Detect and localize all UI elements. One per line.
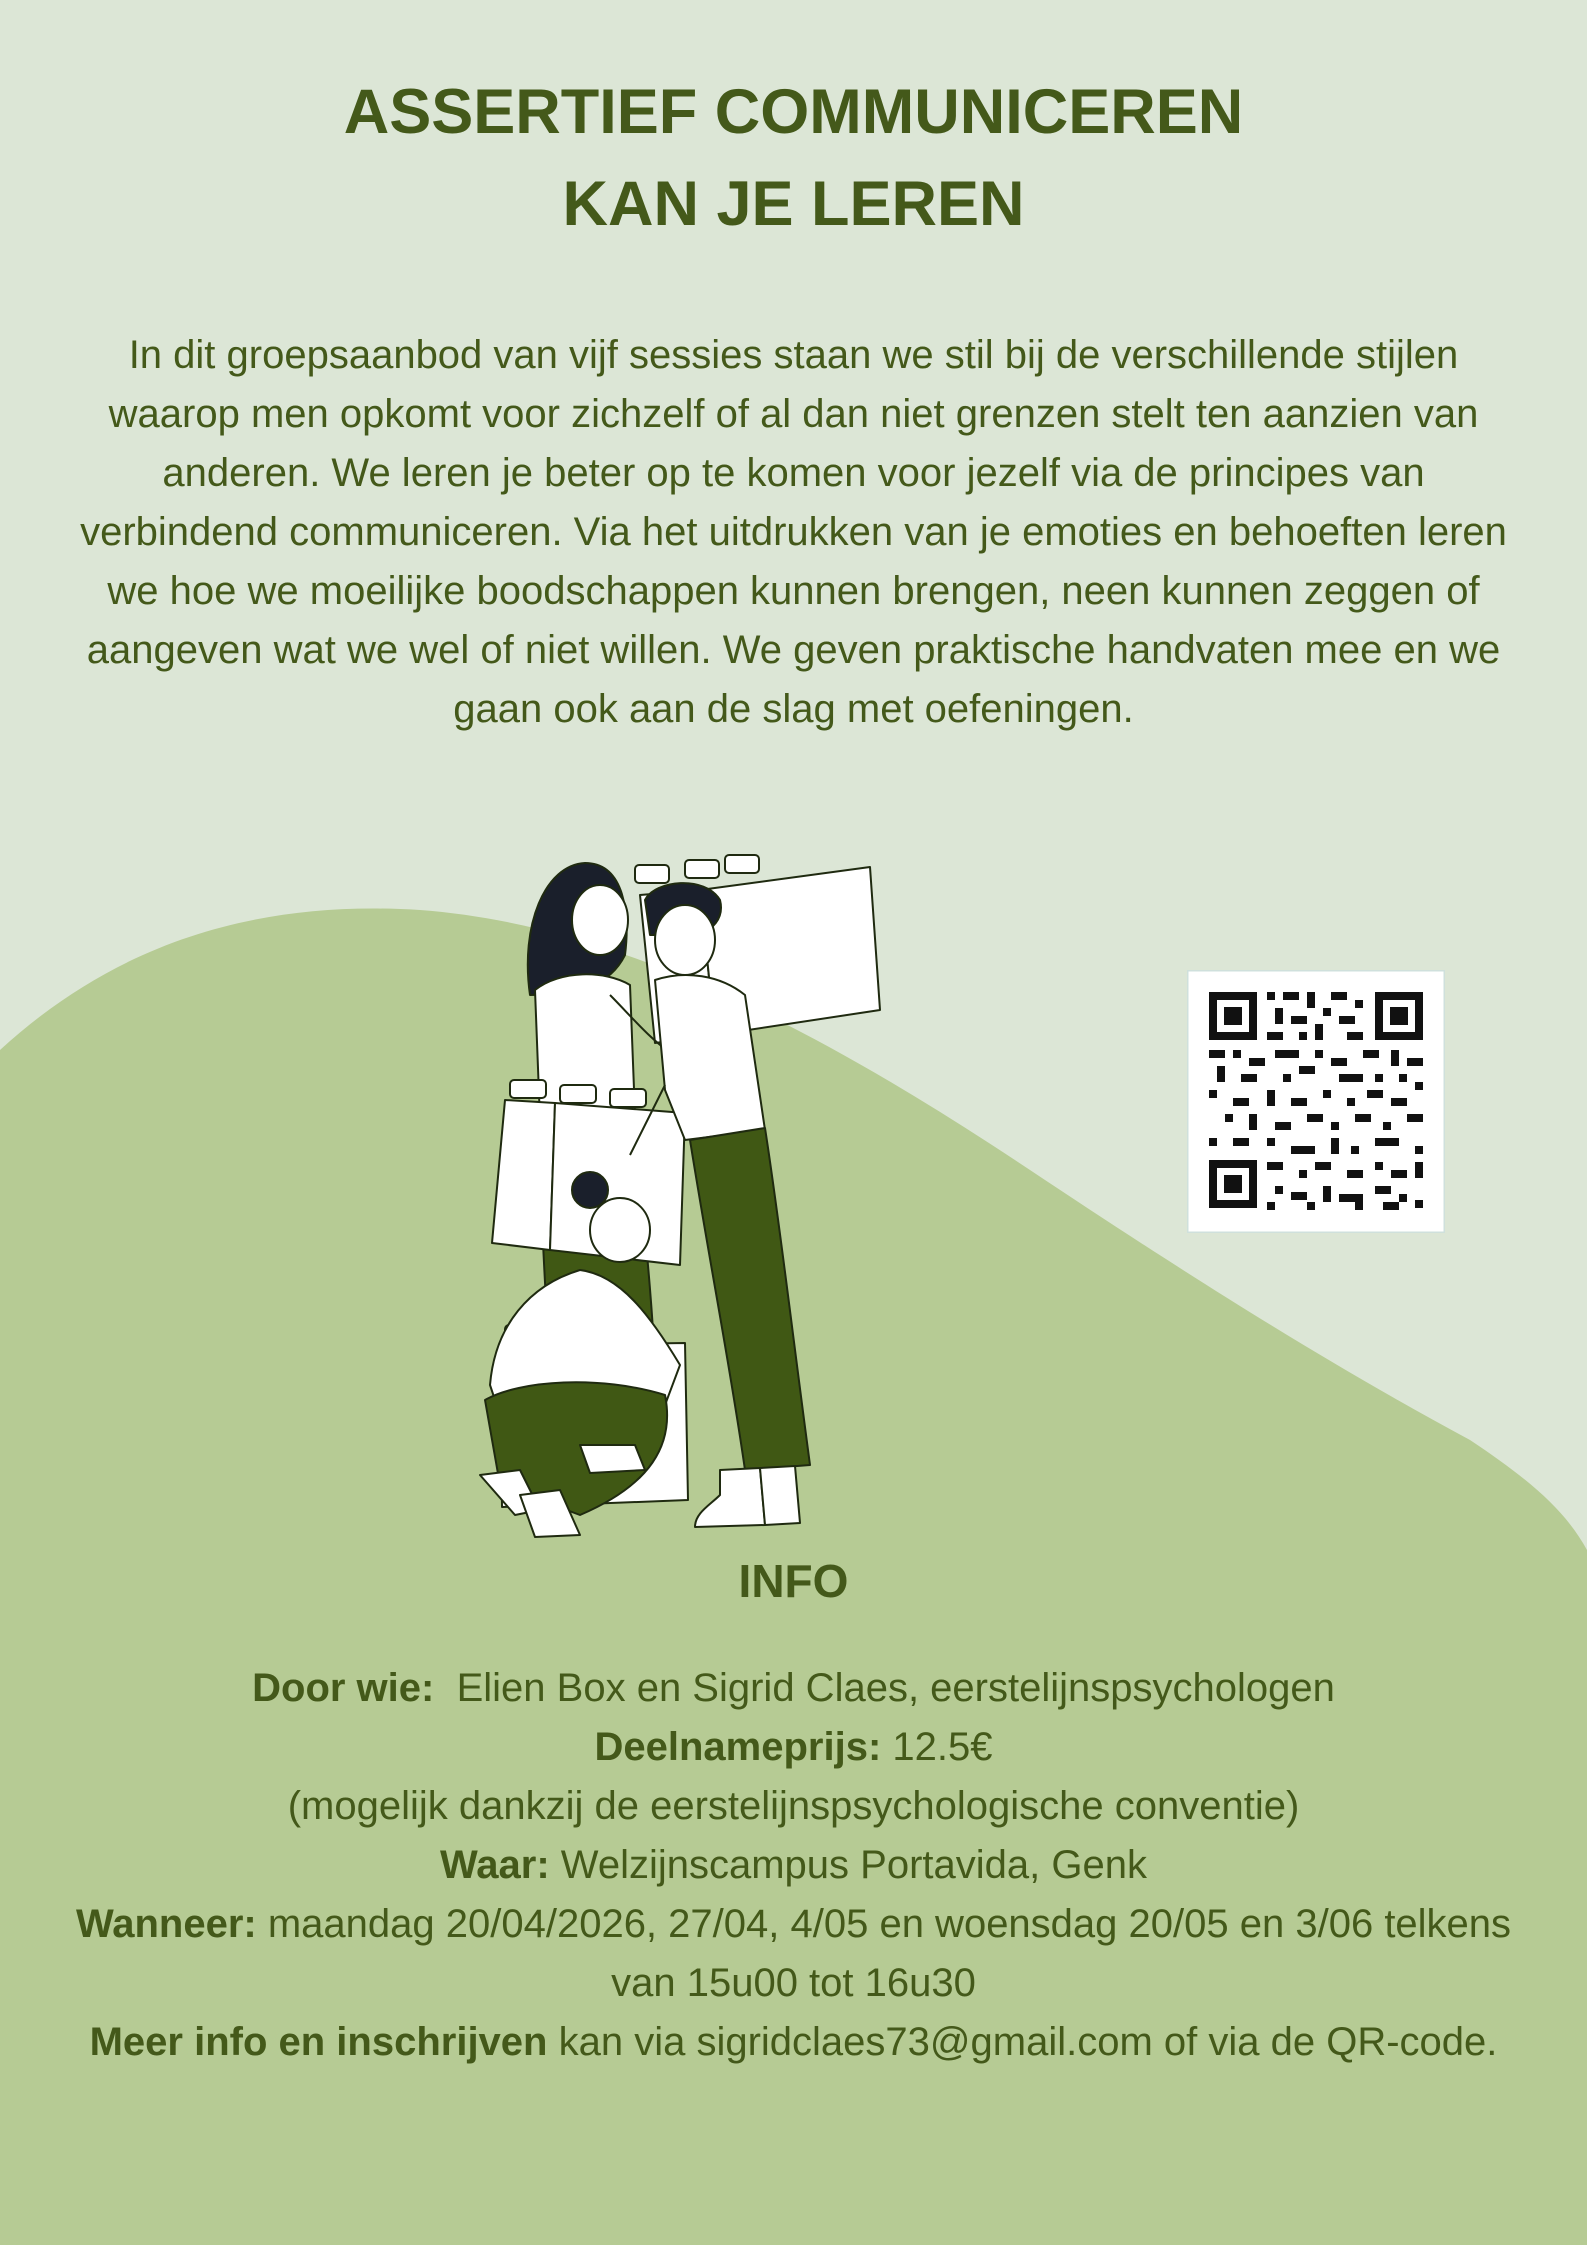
wanneer-value: maandag 20/04/2026, 27/04, 4/05 en woensdag 20/05 en 3/06 telkens van 15u00 tot 16u30 — [267, 1902, 1512, 2005]
meer-label: Meer info en inschrijven — [89, 2020, 548, 2064]
prijs-label: Deelnameprijs: — [594, 1725, 882, 1769]
title-line-2: KAN JE LEREN — [562, 169, 1025, 239]
door-wie-label: Door wie: — [252, 1666, 435, 1710]
info-door-wie — [60, 1659, 1527, 1718]
intro-paragraph: In dit groepsaanbod van vijf sessies staan we stil bij de verschillende stijlen waarop men opkomt voor zichzelf of al dan niet grenzen stelt ten aanzien van anderen. We leren je beter op te komen voor jezelf via de principes van verbindend communiceren. Via het uitdrukken van je emoties en behoeften leren we hoe we moeilijke boodschappen kunnen brengen, neen kunnen zeggen of aangeven wat we wel of niet willen. We geven praktische handvaten mee en we gaan ook aan de slag met oefeningen. — [80, 333, 1507, 731]
prijs-value: 12.5€ — [892, 1725, 993, 1769]
waar-value: Welzijnscampus Portavida, Genk — [560, 1843, 1147, 1887]
info-section — [60, 1659, 1527, 2072]
prijs-note: (mogelijk dankzij de eerstelijnspsychologische conventie) — [287, 1784, 1300, 1828]
qr-code-icon[interactable] — [1187, 970, 1445, 1233]
waar-label: Waar: — [440, 1843, 550, 1887]
poster-title — [0, 66, 1587, 250]
info-waar — [60, 1836, 1527, 1895]
people-stacking-blocks-illustration — [460, 845, 1120, 1545]
door-wie-value: Elien Box en Sigrid Claes, eerstelijnspsychologen — [456, 1666, 1335, 1710]
wanneer-label: Wanneer: — [75, 1902, 257, 1946]
meer-value: kan via sigridclaes73@gmail.com of via de QR-code. — [558, 2020, 1498, 2064]
info-meer — [60, 2013, 1527, 2072]
title-line-1: ASSERTIEF COMMUNICEREN — [343, 77, 1244, 147]
info-wanneer — [60, 1895, 1527, 2013]
info-prijs — [60, 1718, 1527, 1777]
info-heading: INFO — [738, 1555, 849, 1607]
